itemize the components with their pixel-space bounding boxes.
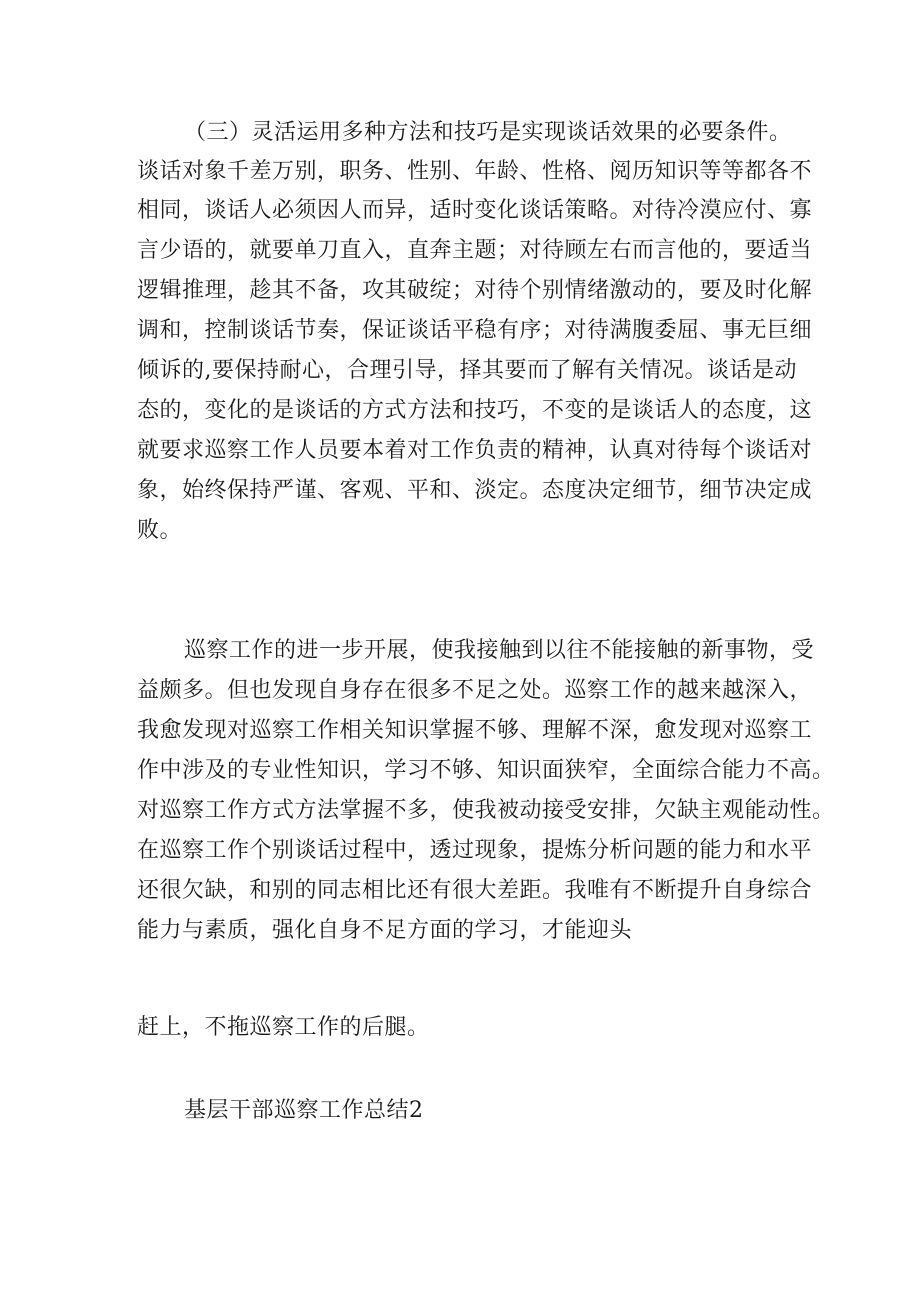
paragraph-1-line-5: 逻辑推理，趁其不备，攻其破绽；对待个别情绪激动的，要及时化解 [137, 278, 813, 303]
paragraph-2-line-3: 我愈发现对巡察工作相关知识掌握不够、理解不深，愈发现对巡察工 [137, 718, 813, 743]
paragraph-1-line-8: 态的，变化的是谈话的方式方法和技巧，不变的是谈话人的态度，这 [137, 398, 813, 423]
paragraph-2-line-7: 还很欠缺，和别的同志相比还有很大差距。我唯有不断提升自身综合 [137, 878, 813, 903]
paragraph-2-line-2: 益颇多。但也发现自身存在很多不足之处。巡察工作的越来越深入， [137, 678, 813, 703]
paragraph-1-line-4: 言少语的，就要单刀直入，直奔主题；对待顾左右而言他的，要适当 [137, 238, 813, 263]
paragraph-2-line-1: 巡察工作的进一步开展，使我接触到以往不能接触的新事物，受 [184, 638, 815, 663]
paragraph-2-line-5: 对巡察工作方式方法掌握不多，使我被动接受安排，欠缺主观能动性。 [137, 798, 835, 823]
paragraph-2-line-8: 能力与素质，强化自身不足方面的学习，才能迎头 [137, 918, 633, 943]
paragraph-1-line-10: 象，始终保持严谨、客观、平和、淡定。态度决定细节，细节决定成 [137, 478, 813, 503]
paragraph-1-line-1: （三）灵活运用多种方法和技巧是实现谈话效果的必要条件。 [184, 120, 792, 145]
paragraph-1-line-9: 就要求巡察工作人员要本着对工作负责的精神，认真对待每个谈话对 [137, 438, 813, 463]
paragraph-1-line-2: 谈话对象千差万别，职务、性别、年龄、性格、阅历知识等等都各不 [137, 159, 813, 184]
section-heading: 基层干部巡察工作总结2 [184, 1098, 424, 1123]
paragraph-1-line-11: 败。 [137, 518, 183, 543]
paragraph-2-line-4: 作中涉及的专业性知识，学习不够、知识面狭窄，全面综合能力不高。 [137, 758, 835, 783]
paragraph-1-line-7: 倾诉的,要保持耐心，合理引导，择其要而了解有关情况。谈话是动 [137, 358, 797, 383]
paragraph-3-line-1: 赶上，不拖巡察工作的后腿。 [137, 1015, 430, 1040]
paragraph-2-line-6: 在巡察工作个别谈话过程中，透过现象，提炼分析问题的能力和水平 [137, 838, 813, 863]
paragraph-1-line-6: 调和，控制谈话节奏，保证谈话平稳有序；对待满腹委屈、事无巨细 [137, 318, 813, 343]
paragraph-1-line-3: 相同，谈话人必须因人而异，适时变化谈话策略。对待冷漠应付、寡 [137, 198, 813, 223]
